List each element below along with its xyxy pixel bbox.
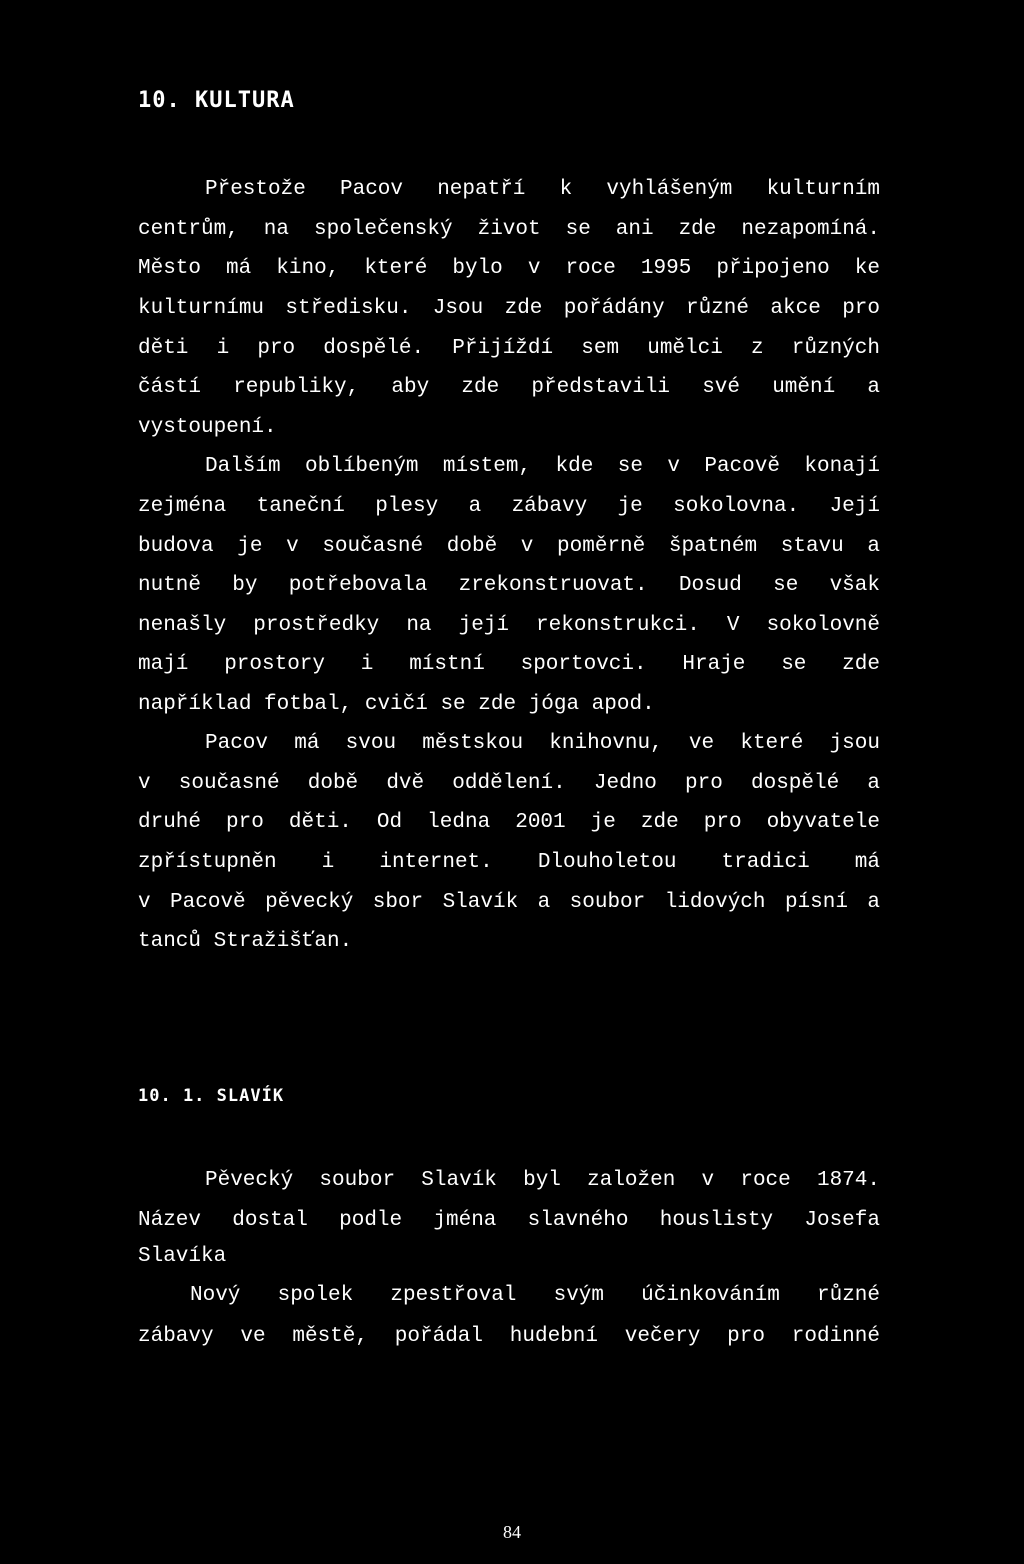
page-number: 84 bbox=[503, 1522, 521, 1542]
paragraph-line: zejména taneční plesy a zábavy je sokolovna. Její bbox=[138, 495, 880, 518]
paragraph-line: v současné době dvě oddělení. Jedno pro dospělé a bbox=[138, 772, 880, 795]
paragraph-line: tanců Stražišťan. bbox=[138, 930, 353, 953]
paragraph-line: mají prostory i místní sportovci. Hraje se zde bbox=[138, 653, 880, 676]
paragraph-line: například fotbal, cvičí se zde jóga apod. bbox=[138, 693, 655, 716]
paragraph-line: Název dostal podle jména slavného houslisty Josefa bbox=[138, 1209, 880, 1232]
paragraph-line: zpřístupněn i internet. Dlouholetou tradici má bbox=[138, 851, 880, 874]
paragraph-line: Pacov má svou městskou knihovnu, ve které jsou bbox=[205, 732, 880, 755]
subsection-heading: 10. 1. SLAVÍK bbox=[138, 1086, 285, 1106]
paragraph-line: částí republiky, aby zde představili své umění a bbox=[138, 376, 880, 399]
paragraph-line: druhé pro děti. Od ledna 2001 je zde pro obyvatele bbox=[138, 811, 880, 834]
paragraph-line: nenašly prostředky na její rekonstrukci. V sokolovně bbox=[138, 614, 880, 637]
section-heading: 10. KULTURA bbox=[138, 88, 295, 113]
paragraph-line: Dalším oblíbeným místem, kde se v Pacově konají bbox=[205, 455, 880, 478]
paragraph-line: nutně by potřebovala zrekonstruovat. Dosud se však bbox=[138, 574, 880, 597]
paragraph-line: Nový spolek zpestřoval svým účinkováním různé bbox=[190, 1284, 880, 1307]
paragraph-line: budova je v současné době v poměrně špatném stavu a bbox=[138, 535, 880, 558]
paragraph-line: děti i pro dospělé. Přijíždí sem umělci z různých bbox=[138, 337, 880, 360]
paragraph-line: Slavíka bbox=[138, 1245, 227, 1268]
paragraph-line: Přestože Pacov nepatří k vyhlášeným kulturním bbox=[205, 178, 880, 201]
paragraph-line: vystoupení. bbox=[138, 416, 277, 439]
paragraph-line: v Pacově pěvecký sbor Slavík a soubor lidových písní a bbox=[138, 891, 880, 914]
paragraph-line: Město má kino, které bylo v roce 1995 připojeno ke bbox=[138, 257, 880, 280]
paragraph-line: Pěvecký soubor Slavík byl založen v roce 1874. bbox=[205, 1169, 880, 1192]
paragraph-line: centrům, na společenský život se ani zde nezapomíná. bbox=[138, 218, 880, 241]
paragraph-line: kulturnímu středisku. Jsou zde pořádány různé akce pro bbox=[138, 297, 880, 320]
paragraph-line: zábavy ve městě, pořádal hudební večery pro rodinné bbox=[138, 1325, 880, 1348]
